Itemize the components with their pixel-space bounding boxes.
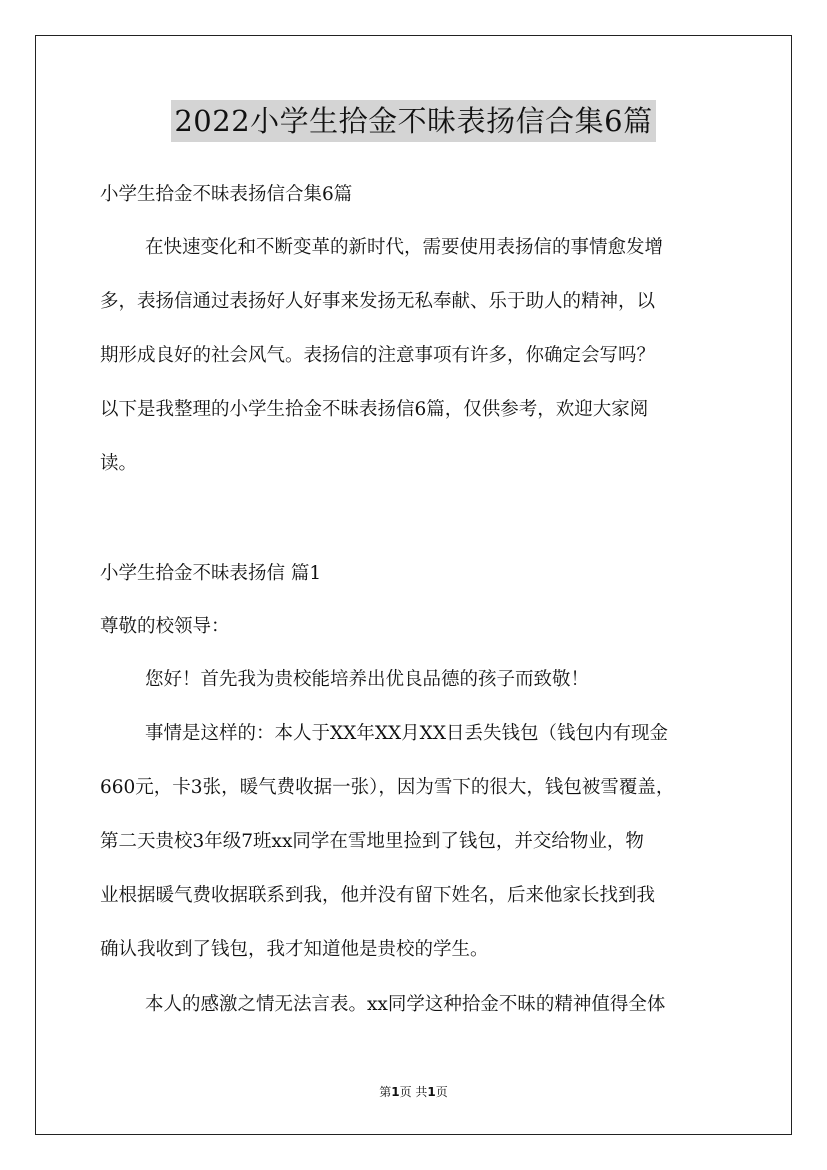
page-total: 1 <box>427 1085 436 1099</box>
salutation: 尊敬的校领导： <box>100 616 230 637</box>
footer-mid: 页 共 <box>399 1085 428 1099</box>
intro-line-1: 在快速变化和不断变革的新时代，需要使用表扬信的事情愈发增 <box>145 237 664 258</box>
section-heading: 小学生拾金不昧表扬信 篇1 <box>100 563 322 584</box>
intro-line-2: 多，表扬信通过表扬好人好事来发扬无私奉献、乐于助人的精神，以 <box>100 291 656 312</box>
greeting: 您好！首先我为贵校能培养出优良品德的孩子而致敬！ <box>145 669 590 690</box>
body-line-4: 业根据暖气费收据联系到我，他并没有留下姓名，后来他家长找到我 <box>100 885 656 906</box>
document-title: 2022小学生拾金不昧表扬信合集6篇 <box>171 100 655 142</box>
page-number: 1 <box>391 1085 400 1099</box>
intro-line-3: 期形成良好的社会风气。表扬信的注意事项有许多，你确定会写吗？ <box>100 345 656 366</box>
body-line-5: 确认我收到了钱包，我才知道他是贵校的学生。 <box>100 939 489 960</box>
body-line-1: 事情是这样的：本人于XX年XX月XX日丢失钱包（钱包内有现金 <box>145 723 669 744</box>
subtitle: 小学生拾金不昧表扬信合集6篇 <box>100 184 353 205</box>
body-line-2: 660元，卡3张，暖气费收据一张），因为雪下的很大，钱包被雪覆盖， <box>100 777 675 798</box>
intro-line-5: 读。 <box>100 453 138 474</box>
intro-line-4: 以下是我整理的小学生拾金不昧表扬信6篇，仅供参考，欢迎大家阅 <box>100 399 649 420</box>
closing-line: 本人的感激之情无法言表。xx同学这种拾金不昧的精神值得全体 <box>145 994 666 1015</box>
page-footer <box>0 1083 827 1100</box>
footer-pre: 第 <box>379 1085 392 1099</box>
title-wrap <box>0 100 827 142</box>
body-line-3: 第二天贵校3年级7班xx同学在雪地里捡到了钱包，并交给物业，物 <box>100 831 644 852</box>
footer-post: 页 <box>435 1085 448 1099</box>
